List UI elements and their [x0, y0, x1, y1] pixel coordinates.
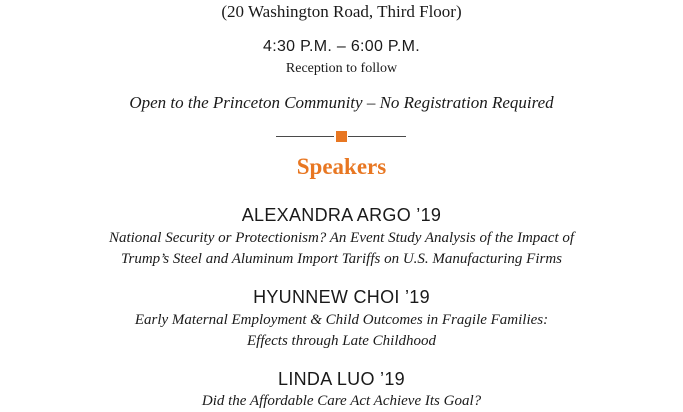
divider-line-left [276, 136, 334, 137]
talk-title-line: Did the Affordable Care Act Achieve Its Goal? [201, 393, 482, 409]
divider-square-ornament [336, 131, 347, 142]
event-location: (20 Washington Road, Third Floor) [221, 2, 462, 21]
speaker-talk-title [0, 228, 683, 270]
speaker-name: HYUNNEW CHOI ’19 [253, 287, 430, 307]
event-time: 4:30 P.M. – 6:00 P.M. [263, 38, 420, 55]
talk-title-line: Effects through Late Childhood [246, 333, 437, 349]
speaker-talk-title [0, 310, 683, 352]
speaker-talk-title [0, 391, 683, 412]
talk-title-line: Early Maternal Employment & Child Outcomes in Fragile Families: [134, 312, 549, 328]
access-note: Open to the Princeton Community – No Registration Required [129, 93, 554, 112]
speaker-name: ALEXANDRA ARGO ’19 [241, 205, 442, 225]
talk-title-line: National Security or Protectionism? An Event Study Analysis of the Impact of [108, 230, 575, 246]
reception-note: Reception to follow [285, 61, 398, 76]
talk-title-line: Trump’s Steel and Aluminum Import Tariffs on U.S. Manufacturing Firms [120, 251, 562, 267]
section-divider [276, 130, 406, 144]
speakers-heading: Speakers [296, 154, 387, 179]
divider-line-right [348, 136, 406, 137]
speaker-name: LINDA LUO ’19 [278, 369, 405, 389]
